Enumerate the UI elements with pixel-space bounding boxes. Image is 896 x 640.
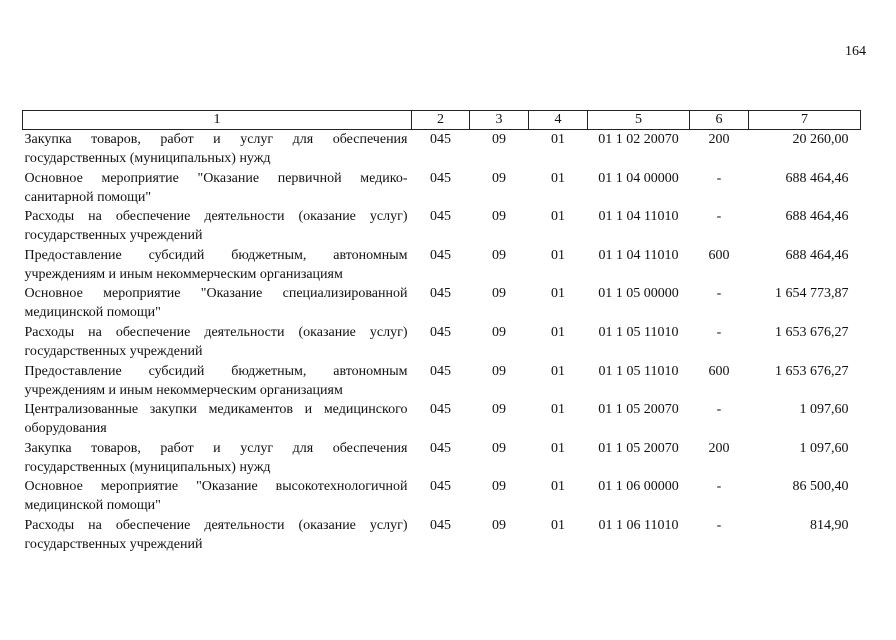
row-name: Централизованные закупки медикаментов и медицинского оборудования bbox=[24, 402, 408, 437]
row-section: 09 bbox=[492, 402, 506, 418]
table-row bbox=[23, 362, 861, 401]
row-section: 09 bbox=[492, 247, 506, 263]
row-name: Закупка товаров, работ и услуг для обеспечения государственных (муниципальных) нужд bbox=[24, 440, 408, 475]
row-subsection: 01 bbox=[551, 324, 565, 340]
row-section: 09 bbox=[492, 209, 506, 225]
row-subsection: 01 bbox=[551, 170, 565, 186]
row-name: Расходы на обеспечение деятельности (оказание услуг) государственных учреждений bbox=[24, 209, 408, 244]
table-row bbox=[23, 207, 861, 246]
row-target: 01 1 05 11010 bbox=[598, 363, 679, 379]
table-row bbox=[23, 516, 861, 555]
row-amount: 688 464,46 bbox=[785, 209, 849, 225]
row-name: Расходы на обеспечение деятельности (оказание услуг) государственных учреждений bbox=[24, 324, 408, 359]
row-ministry: 045 bbox=[430, 209, 451, 225]
row-expense-type: - bbox=[716, 402, 722, 418]
row-amount: 814,90 bbox=[810, 517, 849, 533]
page-number: 164 bbox=[845, 44, 866, 59]
column-header-name: 1 bbox=[23, 111, 412, 130]
row-target: 01 1 04 11010 bbox=[598, 209, 679, 225]
table-row bbox=[23, 439, 861, 478]
row-section: 09 bbox=[492, 479, 506, 495]
row-amount: 688 464,46 bbox=[785, 247, 849, 263]
row-ministry: 045 bbox=[430, 286, 451, 302]
table-row bbox=[23, 284, 861, 323]
row-expense-type: - bbox=[716, 286, 722, 302]
row-subsection: 01 bbox=[551, 363, 565, 379]
row-subsection: 01 bbox=[551, 286, 565, 302]
row-ministry: 045 bbox=[430, 324, 451, 340]
row-target: 01 1 05 11010 bbox=[598, 324, 679, 340]
row-subsection: 01 bbox=[551, 247, 565, 263]
row-target: 01 1 02 20070 bbox=[598, 132, 679, 147]
column-header-section: 3 bbox=[470, 111, 529, 130]
row-ministry: 045 bbox=[430, 440, 451, 456]
row-expense-type: - bbox=[716, 324, 722, 340]
row-name: Предоставление субсидий бюджетным, автономным учреждениям и иным некоммерческим организациям bbox=[24, 247, 408, 282]
row-ministry: 045 bbox=[430, 132, 451, 147]
row-expense-type: 200 bbox=[708, 132, 730, 147]
row-amount: 1 097,60 bbox=[799, 440, 849, 456]
row-target: 01 1 05 20070 bbox=[598, 440, 679, 456]
row-target: 01 1 06 00000 bbox=[598, 479, 679, 495]
row-target: 01 1 06 11010 bbox=[598, 517, 679, 533]
row-section: 09 bbox=[492, 170, 506, 186]
row-target: 01 1 04 11010 bbox=[598, 247, 679, 263]
row-section: 09 bbox=[492, 286, 506, 302]
row-name: Основное мероприятие "Оказание специализированной медицинской помощи" bbox=[24, 286, 408, 321]
row-section: 09 bbox=[492, 132, 506, 147]
row-ministry: 045 bbox=[430, 402, 451, 418]
row-subsection: 01 bbox=[551, 402, 565, 418]
table-row bbox=[23, 477, 861, 516]
row-section: 09 bbox=[492, 517, 506, 533]
row-name: Основное мероприятие "Оказание высокотехнологичной медицинской помощи" bbox=[24, 479, 408, 514]
table-row bbox=[23, 246, 861, 285]
row-section: 09 bbox=[492, 363, 506, 379]
row-name: Закупка товаров, работ и услуг для обеспечения государственных (муниципальных) нужд bbox=[24, 132, 408, 166]
row-ministry: 045 bbox=[430, 363, 451, 379]
table-row bbox=[23, 169, 861, 208]
row-amount: 86 500,40 bbox=[792, 479, 849, 495]
row-section: 09 bbox=[492, 440, 506, 456]
row-target: 01 1 05 20070 bbox=[598, 402, 679, 418]
row-expense-type: - bbox=[716, 209, 722, 225]
table-body bbox=[23, 130, 861, 555]
row-ministry: 045 bbox=[430, 247, 451, 263]
column-header-ministry: 2 bbox=[412, 111, 470, 130]
header-row bbox=[23, 111, 861, 130]
row-amount: 1 653 676,27 bbox=[775, 363, 849, 379]
budget-table bbox=[22, 110, 861, 555]
column-header-target: 5 bbox=[588, 111, 690, 130]
column-header-expense-type: 6 bbox=[690, 111, 749, 130]
row-amount: 688 464,46 bbox=[785, 170, 849, 186]
table-row bbox=[23, 130, 861, 169]
row-subsection: 01 bbox=[551, 209, 565, 225]
row-expense-type: 200 bbox=[708, 440, 730, 456]
table-row bbox=[23, 323, 861, 362]
row-subsection: 01 bbox=[551, 440, 565, 456]
row-section: 09 bbox=[492, 324, 506, 340]
row-name: Предоставление субсидий бюджетным, автономным учреждениям и иным некоммерческим организациям bbox=[24, 363, 408, 398]
row-amount: 20 260,00 bbox=[792, 132, 849, 147]
row-expense-type: - bbox=[716, 170, 722, 186]
row-amount: 1 097,60 bbox=[799, 402, 849, 418]
row-name: Расходы на обеспечение деятельности (оказание услуг) государственных учреждений bbox=[24, 517, 408, 552]
row-target: 01 1 04 00000 bbox=[598, 170, 679, 186]
row-expense-type: 600 bbox=[708, 247, 730, 263]
row-amount: 1 654 773,87 bbox=[775, 286, 849, 302]
row-expense-type: - bbox=[716, 479, 722, 495]
row-expense-type: - bbox=[716, 517, 722, 533]
row-subsection: 01 bbox=[551, 517, 565, 533]
row-ministry: 045 bbox=[430, 479, 451, 495]
column-header-amount: 7 bbox=[749, 111, 861, 130]
row-ministry: 045 bbox=[430, 170, 451, 186]
row-target: 01 1 05 00000 bbox=[598, 286, 679, 302]
row-expense-type: 600 bbox=[708, 363, 730, 379]
row-ministry: 045 bbox=[430, 517, 451, 533]
row-subsection: 01 bbox=[551, 132, 565, 147]
column-header-subsection: 4 bbox=[529, 111, 588, 130]
table-row bbox=[23, 400, 861, 439]
row-amount: 1 653 676,27 bbox=[775, 324, 849, 340]
row-subsection: 01 bbox=[551, 479, 565, 495]
row-name: Основное мероприятие "Оказание первичной медико-санитарной помощи" bbox=[24, 170, 408, 205]
